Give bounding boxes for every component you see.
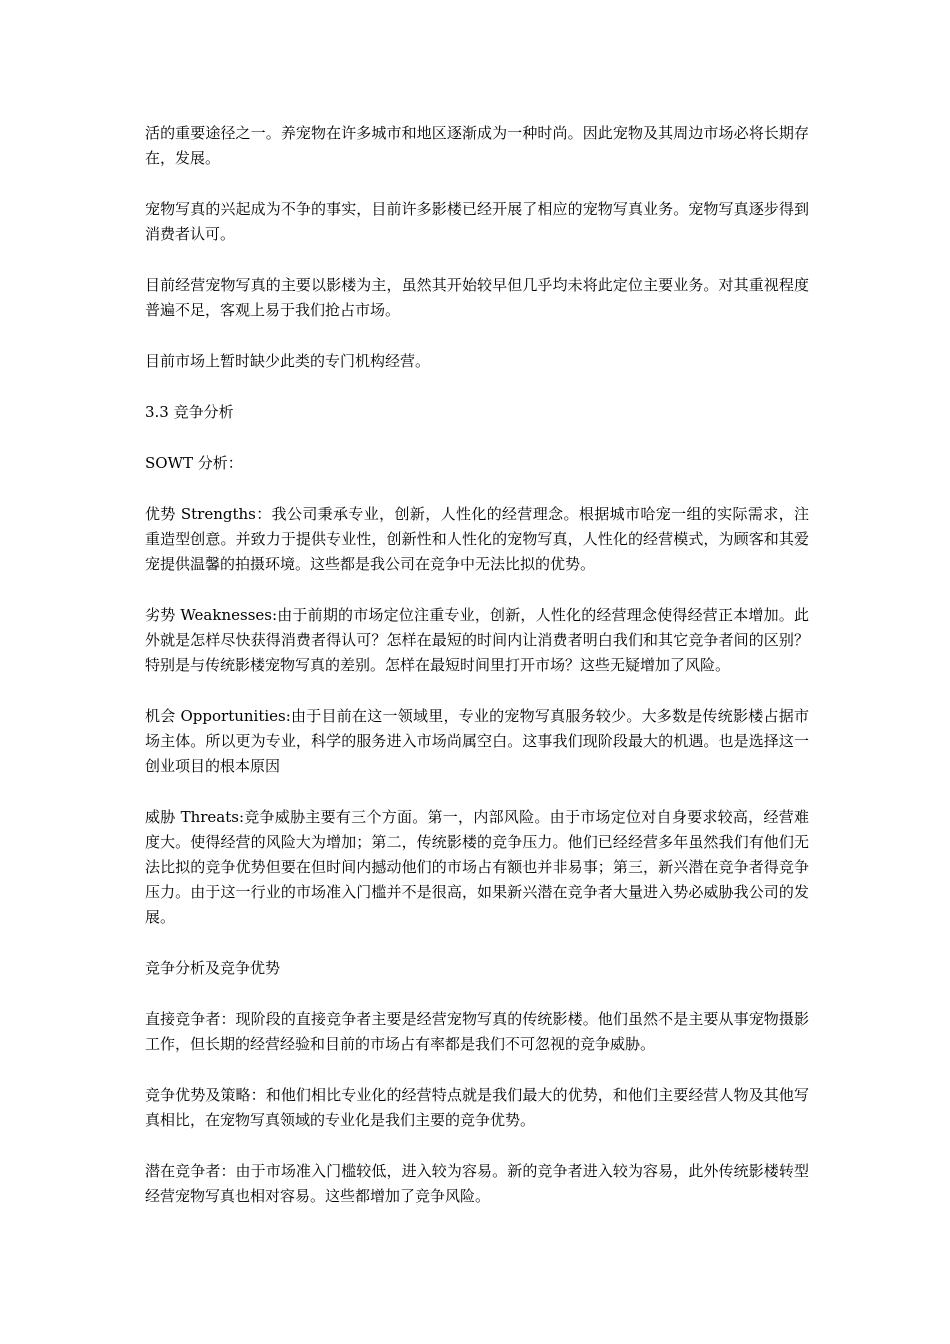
paragraph-current-operators: 目前经营宠物写真的主要以影楼为主，虽然其开始较早但几乎均未将此定位主要业务。对其重视程度普遍不足，客观上易于我们抢占市场。 <box>145 276 809 319</box>
document-page <box>145 121 809 1235</box>
paragraph-strategy: 竞争优势及策略：和他们相比专业化的经营特点就是我们最大的优势，和他们主要经营人物及其他写真相比，在宠物写真领域的专业化是我们主要的竞争优势。 <box>145 1086 809 1129</box>
subheading-competition-advantages: 竞争分析及竞争优势 <box>145 959 281 977</box>
paragraph-market-trend: 活的重要途径之一。养宠物在许多城市和地区逐渐成为一种时尚。因此宠物及其周边市场必将长期存在，发展。 <box>145 124 809 167</box>
section-heading-competition: 3.3 竞争分析 <box>145 403 234 421</box>
paragraph-potential-competitors: 潜在竞争者：由于市场准入门槛较低，进入较为容易。新的竞争者进入较为容易，此外传统影楼转型经营宠物写真也相对容易。这些都增加了竞争风险。 <box>145 1162 809 1205</box>
paragraph-direct-competitors: 直接竞争者：现阶段的直接竞争者主要是经营宠物写真的传统影楼。他们虽然不是主要从事宠物摄影工作，但长期的经营经验和目前的市场占有率都是我们不可忽视的竞争威胁。 <box>145 1010 809 1053</box>
paragraph-opportunities: 机会 Opportunities:由于目前在这一领域里，专业的宠物写真服务较少。大多数是传统影楼占据市场主体。所以更为专业，科学的服务进入市场尚属空白。这事我们现阶段最大的机遇。也是选择这一创业项目的根本原因 <box>145 707 809 775</box>
paragraph-weaknesses: 劣势 Weaknesses:由于前期的市场定位注重专业，创新，人性化的经营理念使得经营正本增加。此外就是怎样尽快获得消费者得认可？怎样在最短的时间内让消费者明白我们和其它竞争者间的区别？特别是与传统影楼宠物写真的差别。怎样在最短时间里打开市场？这些无疑增加了风险。 <box>145 606 809 674</box>
subheading-swot: SOWT 分析： <box>145 454 243 472</box>
paragraph-threats: 威胁 Threats:竞争威胁主要有三个方面。第一，内部风险。由于市场定位对自身要求较高，经营难度大。使得经营的风险大为增加；第二，传统影楼的竞争压力。他们已经经营多年虽然我们有他们无法比拟的竞争优势但要在但时间内撼动他们的市场占有额也并非易事；第三，新兴潜在竞争者得竞争压力。由于这一行业的市场准入门槛并不是很高，如果新兴潜在竞争者大量进入势必威胁我公司的发展。 <box>145 808 809 926</box>
paragraph-market-gap: 目前市场上暂时缺少此类的专门机构经营。 <box>145 352 431 370</box>
paragraph-strengths: 优势 Strengths：我公司秉承专业，创新，人性化的经营理念。根据城市哈宠一组的实际需求，注重造型创意。并致力于提供专业性，创新性和人性化的宠物写真，人性化的经营模式，为顾客和其爱宠提供温馨的拍摄环境。这些都是我公司在竞争中无法比拟的优势。 <box>145 505 809 573</box>
paragraph-pet-photo-rise: 宠物写真的兴起成为不争的事实，目前许多影楼已经开展了相应的宠物写真业务。宠物写真逐步得到消费者认可。 <box>145 200 809 243</box>
